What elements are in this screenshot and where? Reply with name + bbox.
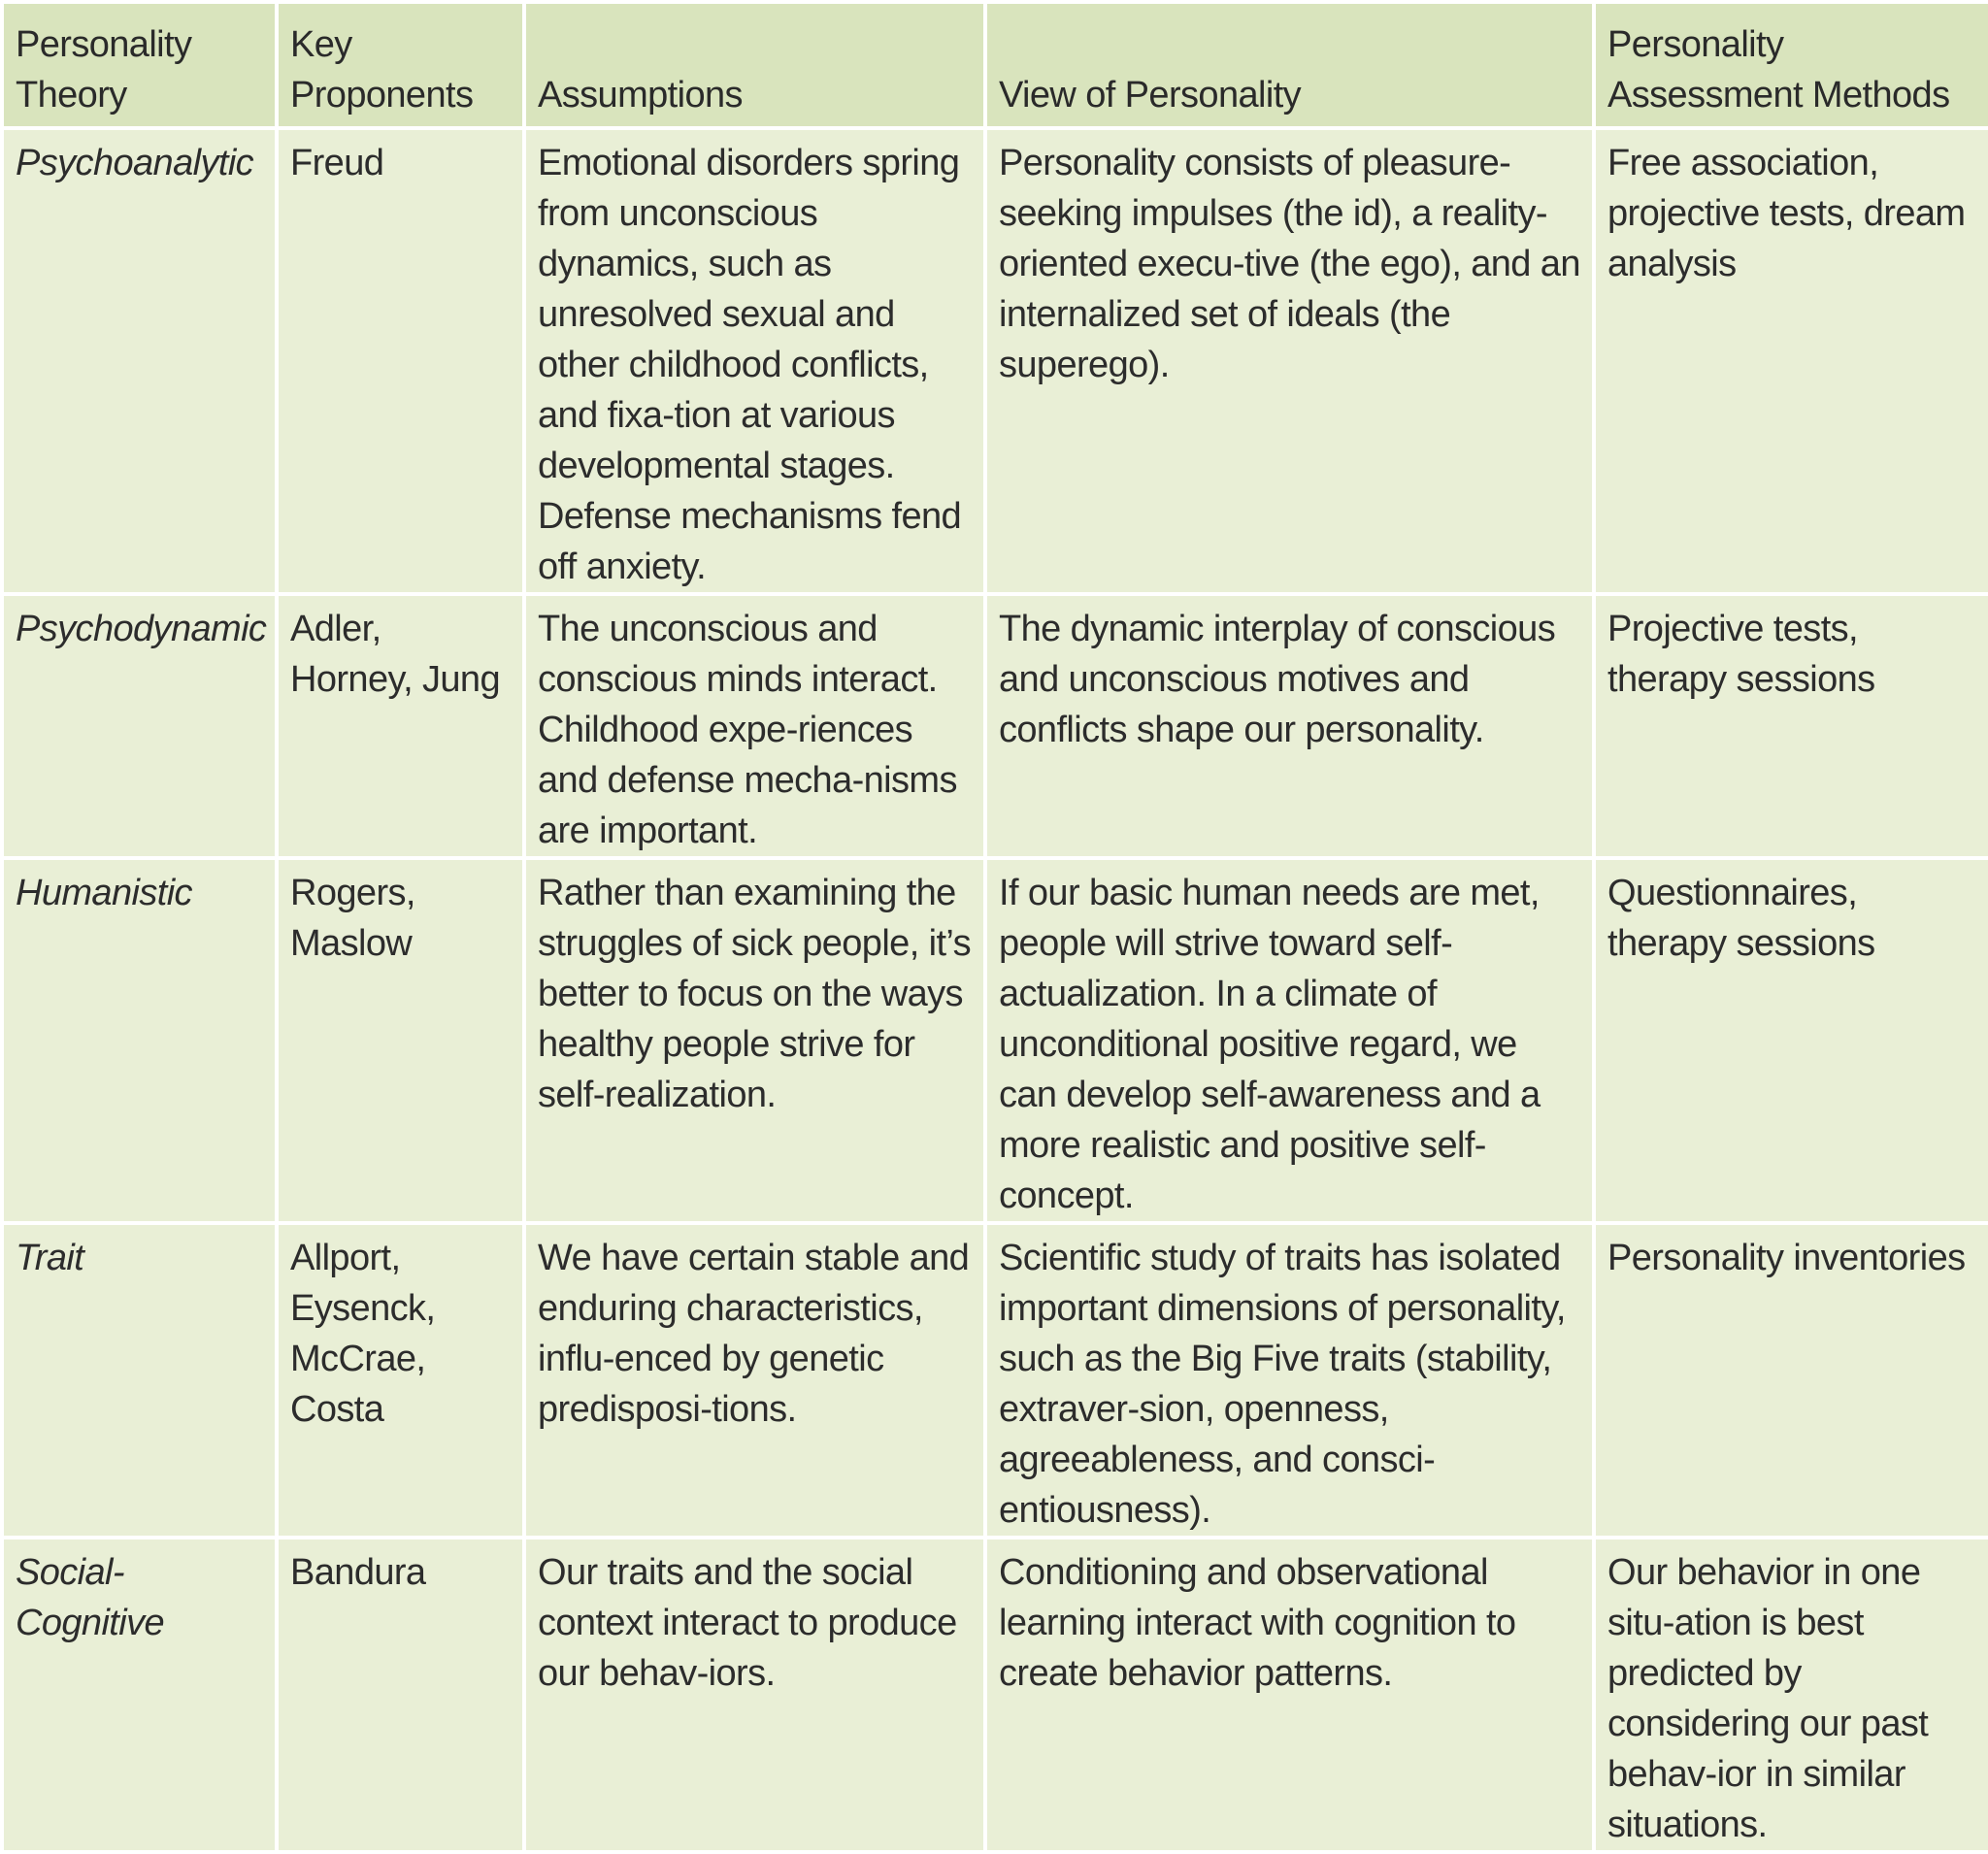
cell-methods: Projective tests, therapy sessions <box>1594 594 1988 858</box>
cell-theory: Psychoanalytic <box>2 128 277 594</box>
cell-theory: Trait <box>2 1223 277 1538</box>
cell-assumptions: Emotional disorders spring from unconscious dynamics, such as unresolved sexual and other childhood conflicts, and fixa-tion at various developmental stages. Defense mechanisms fend off anxiety. <box>524 128 985 594</box>
header-row <box>2 2 1988 128</box>
cell-assumptions: Rather than examining the struggles of sick people, it’s better to focus on the ways healthy people strive for self-realization. <box>524 858 985 1223</box>
cell-methods: Free association, projective tests, dream analysis <box>1594 128 1988 594</box>
header-methods: Personality Assessment Methods <box>1594 2 1988 128</box>
cell-theory: Social-Cognitive <box>2 1538 277 1852</box>
table-row <box>2 128 1988 594</box>
table-header <box>2 2 1988 128</box>
table-row <box>2 1538 1988 1852</box>
cell-proponents: Adler, Horney, Jung <box>277 594 524 858</box>
cell-assumptions: The unconscious and conscious minds interact. Childhood expe-riences and defense mecha-nisms are important. <box>524 594 985 858</box>
header-assumptions: Assumptions <box>524 2 985 128</box>
header-theory: Personality Theory <box>2 2 277 128</box>
cell-theory: Psychodynamic <box>2 594 277 858</box>
cell-methods: Questionnaires, therapy sessions <box>1594 858 1988 1223</box>
cell-assumptions: We have certain stable and enduring characteristics, influ-enced by genetic predisposi-tions. <box>524 1223 985 1538</box>
cell-view: Scientific study of traits has isolated important dimensions of personality, such as the Big Five traits (stability, extraver-sion, openness, agreeableness, and consci-entiousness). <box>985 1223 1594 1538</box>
table-row <box>2 1223 1988 1538</box>
cell-methods: Personality inventories <box>1594 1223 1988 1538</box>
cell-view: If our basic human needs are met, people will strive toward self-actualization. In a climate of unconditional positive regard, we can develop self-awareness and a more realistic and positive self-concept. <box>985 858 1594 1223</box>
cell-assumptions: Our traits and the social context interact to produce our behav-iors. <box>524 1538 985 1852</box>
header-view: View of Personality <box>985 2 1594 128</box>
cell-proponents: Bandura <box>277 1538 524 1852</box>
cell-proponents: Freud <box>277 128 524 594</box>
table-body <box>2 128 1988 1852</box>
table-row <box>2 858 1988 1223</box>
cell-methods: Our behavior in one situ-ation is best predicted by considering our past behav-ior in similar situations. <box>1594 1538 1988 1852</box>
cell-view: Personality consists of pleasure-seeking impulses (the id), a reality-oriented execu-tive (the ego), and an internalized set of ideals (the superego). <box>985 128 1594 594</box>
cell-proponents: Rogers, Maslow <box>277 858 524 1223</box>
header-proponents: Key Proponents <box>277 2 524 128</box>
cell-proponents: Allport, Eysenck, McCrae, Costa <box>277 1223 524 1538</box>
table-row <box>2 594 1988 858</box>
cell-theory: Humanistic <box>2 858 277 1223</box>
cell-view: Conditioning and observational learning interact with cognition to create behavior patterns. <box>985 1538 1594 1852</box>
cell-view: The dynamic interplay of conscious and unconscious motives and conflicts shape our personality. <box>985 594 1594 858</box>
